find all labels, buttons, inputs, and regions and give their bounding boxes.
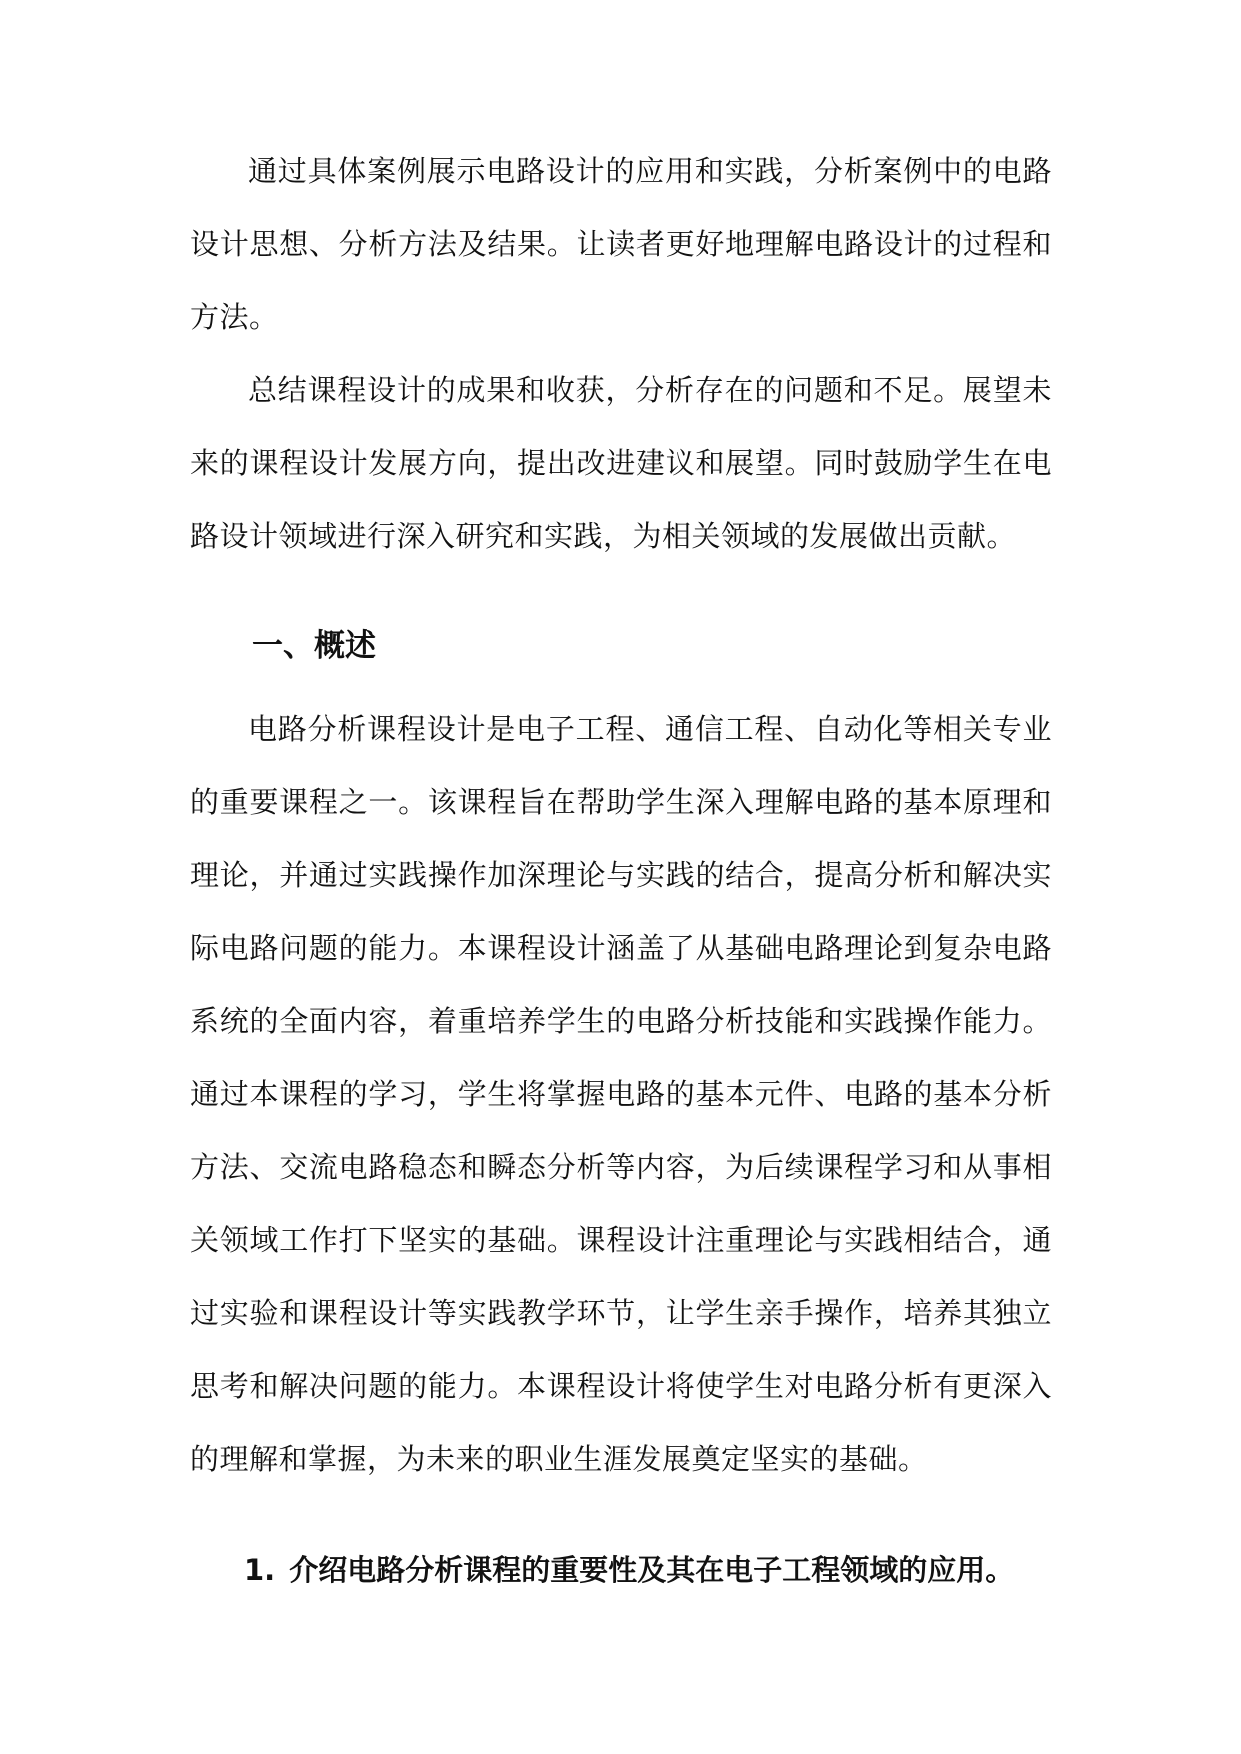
subsection-number: 1. [244,1553,276,1587]
subsection-title: 介绍电路分析课程的重要性及其在电子工程领域的应用。 [289,1553,1015,1587]
section-heading: 一、概述 [252,628,376,664]
section-paragraph: 电路分析课程设计是电子工程、通信工程、自动化等相关专业的重要课程之一。该课程旨在帮助学生深入理解电路的基本原理和理论，并通过实践操作加深理论与实践的结合，提高分析和解决实际电路问题的能力。本课程设计涵盖了从基础电路理论到复杂电路系统的全面内容，着重培养学生的电路分析技能和实践操作能力。通过本课程的学习，学生将掌握电路的基本元件、电路的基本分析方法、交流电路稳态和瞬态分析等内容，为后续课程学习和从事相关领域工作打下坚实的基础。课程设计注重理论与实践相结合，通过实验和课程设计等实践教学环节，让学生亲手操作，培养其独立思考和解决问题的能力。本课程设计将使学生对电路分析有更深入的理解和掌握，为未来的职业生涯发展奠定坚实的基础。 [190,712,1052,1476]
subsection-heading [190,1534,1052,1607]
intro-paragraph-1: 通过具体案例展示电路设计的应用和实践，分析案例中的电路设计思想、分析方法及结果。让读者更好地理解电路设计的过程和方法。 [190,154,1052,334]
document-body [190,135,1052,1607]
intro-paragraph-2: 总结课程设计的成果和收获，分析存在的问题和不足。展望未来的课程设计发展方向，提出改进建议和展望。同时鼓励学生在电路设计领域进行深入研究和实践，为相关领域的发展做出贡献。 [190,373,1052,553]
